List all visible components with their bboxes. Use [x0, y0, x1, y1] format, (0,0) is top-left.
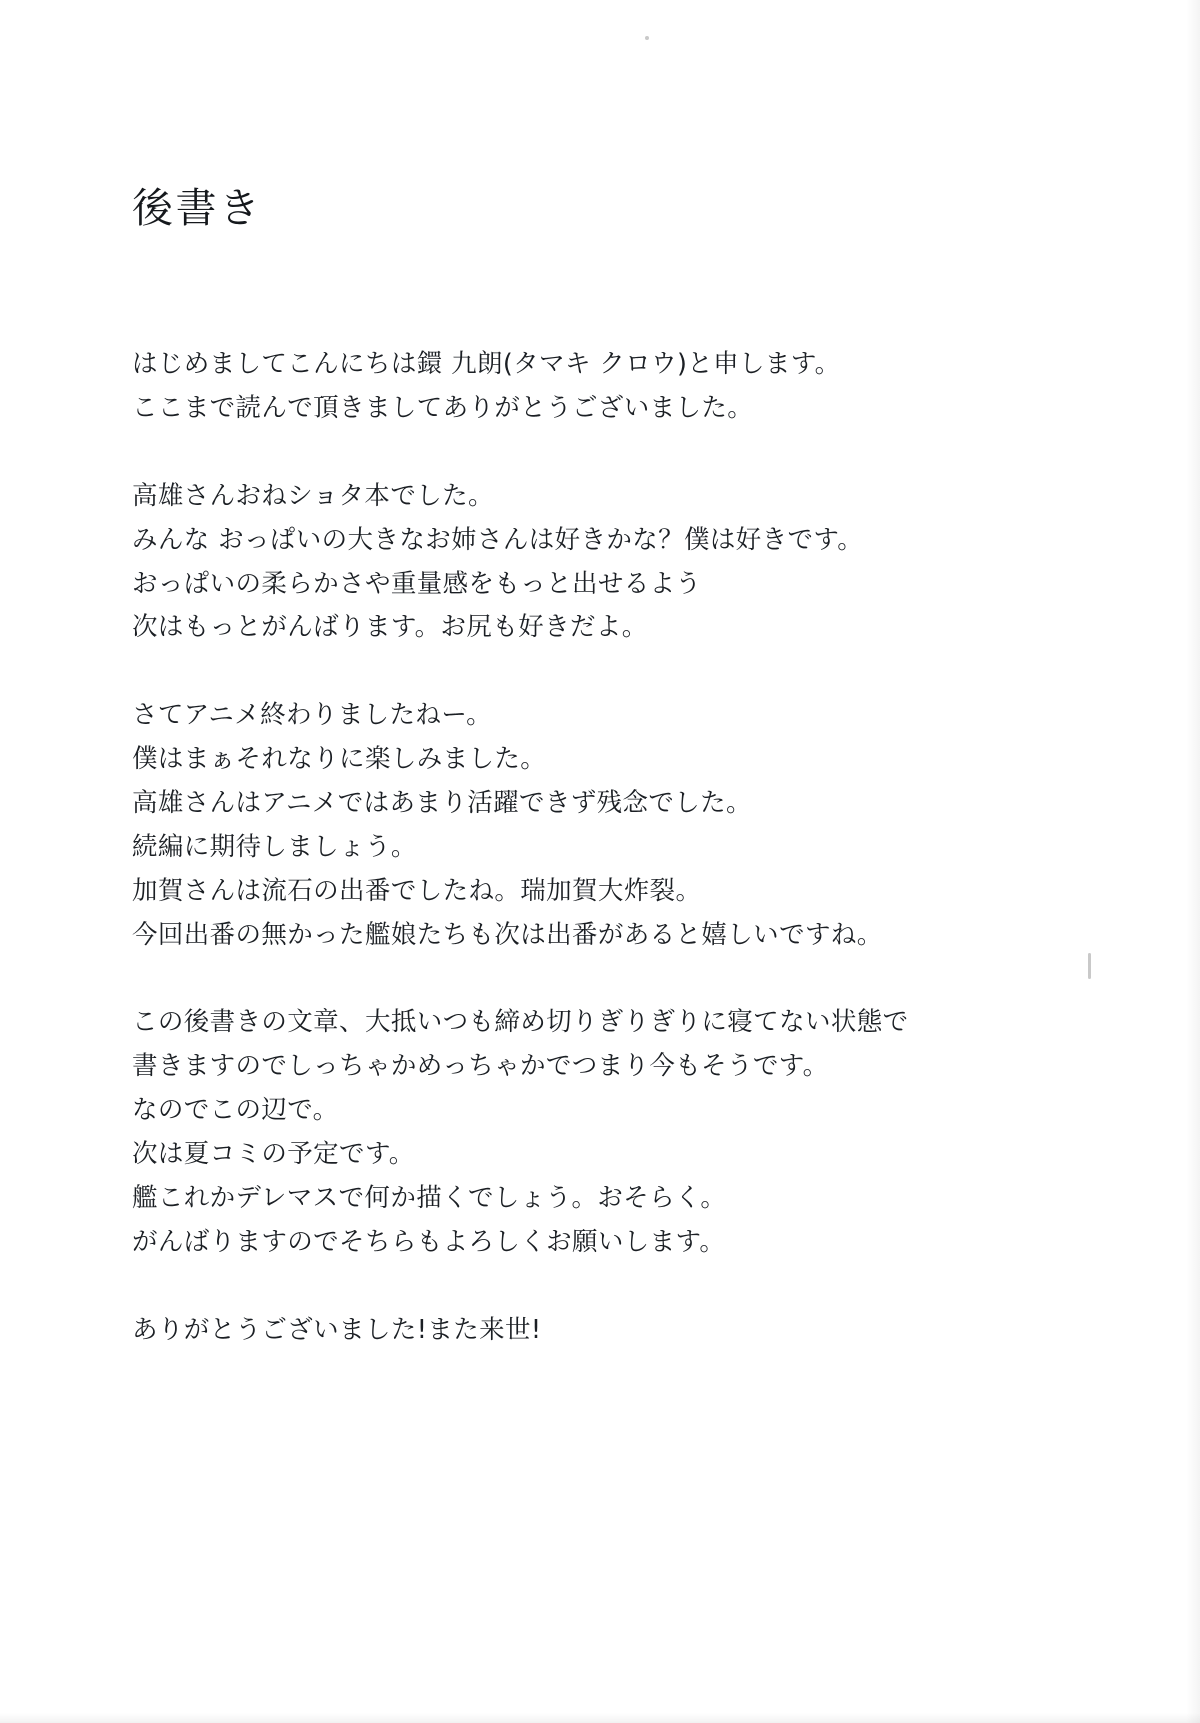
scan-speck [1088, 953, 1091, 979]
paragraph-3 [132, 694, 992, 957]
text-line: さてアニメ終わりましたねー。 [132, 700, 493, 731]
paragraph-4 [132, 1001, 992, 1264]
scan-edge-shadow [1186, 0, 1200, 1723]
text-line: みんな おっぱいの大きなお姉さんは好きかな？僕は好きです。 [132, 524, 864, 555]
scan-speck [645, 36, 649, 40]
text-line: 今回出番の無かった艦娘たちも次は出番があると嬉しいですね。 [132, 919, 883, 950]
text-line: 加賀さんは流石の出番でしたね。瑞加賀大炸裂。 [132, 875, 702, 906]
text-line: 次はもっとがんばります。お尻も好きだよ。 [132, 612, 648, 643]
text-line: この後書きの文章、大抵いつも締め切りぎりぎりに寝てない状態で [132, 1007, 909, 1038]
text-line: 艦これかデレマスで何か描くでしょう。おそらく。 [132, 1182, 727, 1213]
paragraph-2 [132, 475, 992, 650]
paragraph-5 [132, 1309, 992, 1353]
scan-edge-shadow-bottom [0, 1713, 1200, 1723]
text-line: 書きますのでしっちゃかめっちゃかでつまり今もそうです。 [132, 1051, 829, 1082]
text-line: 僕はまぁそれなりに楽しみました。 [132, 744, 547, 775]
text-line: がんばりますのでそちらもよろしくお願いします。 [132, 1226, 726, 1257]
text-line: ありがとうございました!また来世! [132, 1314, 542, 1345]
afterword-content [132, 186, 992, 1352]
text-line: おっぱいの柔らかさや重量感をもっと出せるよう [132, 568, 702, 599]
text-line: 続編に期待しましょう。 [132, 831, 417, 862]
text-line: 高雄さんはアニメではあまり活躍できず残念でした。 [132, 787, 752, 818]
text-line: はじめましてこんにちは鐶 九朗(タマキ クロウ)と申します。 [132, 349, 841, 380]
paragraph-1 [132, 343, 992, 431]
page-title: 後書き [132, 184, 263, 232]
text-line: なのでこの辺で。 [132, 1095, 339, 1126]
text-line: 高雄さんおねショタ本でした。 [132, 480, 494, 511]
text-line: ここまで読んで頂きましてありがとうございました。 [132, 392, 754, 423]
text-line: 次は夏コミの予定です。 [132, 1138, 415, 1169]
